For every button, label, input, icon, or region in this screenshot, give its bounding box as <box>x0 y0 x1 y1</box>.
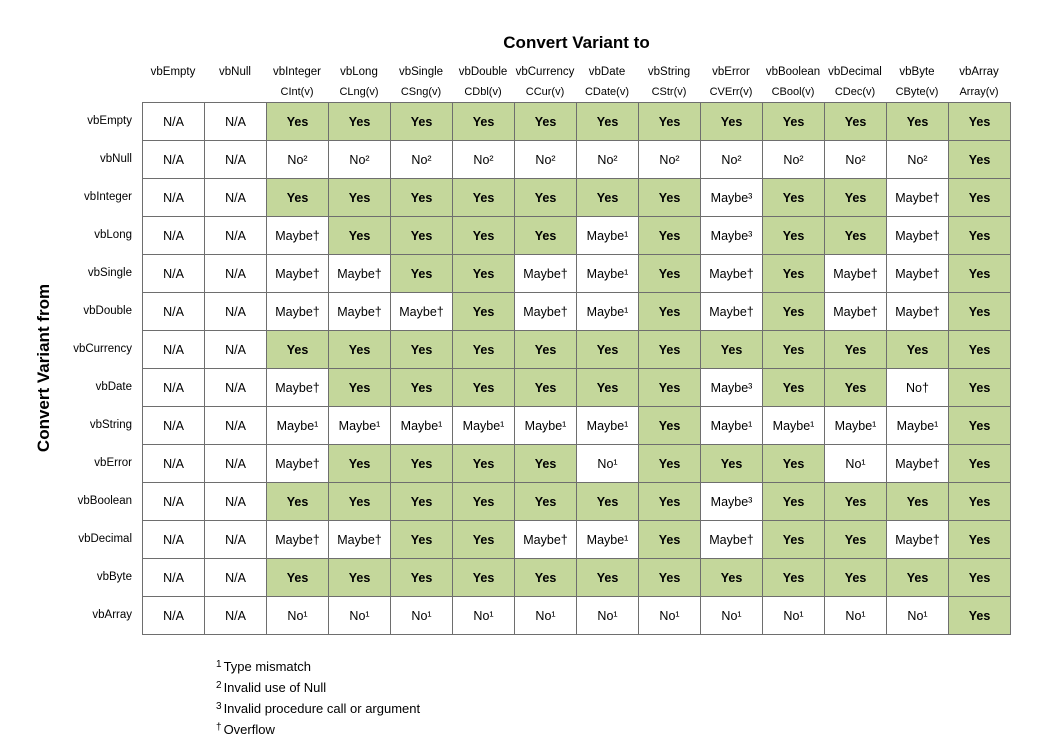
table-cell: Maybe† <box>887 179 949 217</box>
table-cell: Maybe† <box>887 293 949 331</box>
table-cell: No² <box>453 141 515 179</box>
footnote <box>216 654 420 675</box>
table-cell: N/A <box>205 179 267 217</box>
table-cell: Yes <box>515 445 577 483</box>
table-cell: N/A <box>205 293 267 331</box>
footnote-text: Type mismatch <box>223 659 311 674</box>
table-cell: No¹ <box>329 597 391 635</box>
table-cell: N/A <box>143 559 205 597</box>
table-cell: Yes <box>949 369 1011 407</box>
table-cell: Yes <box>639 255 701 293</box>
column-header <box>886 62 948 102</box>
table-cell: Yes <box>453 293 515 331</box>
table-cell: Maybe¹ <box>763 407 825 445</box>
row-header: vbDouble <box>83 305 132 317</box>
table-cell: Yes <box>763 217 825 255</box>
table-title: Convert Variant to <box>503 33 650 52</box>
table-cell: Yes <box>825 331 887 369</box>
row-header: vbCurrency <box>73 343 132 355</box>
table-cell: Yes <box>577 179 639 217</box>
table-cell: Maybe† <box>887 217 949 255</box>
table-cell: Yes <box>949 103 1011 141</box>
table-cell: Yes <box>949 141 1011 179</box>
table-cell: Maybe³ <box>701 369 763 407</box>
table-cell: Yes <box>639 331 701 369</box>
row-header: vbEmpty <box>87 115 132 127</box>
table-cell: Maybe¹ <box>887 407 949 445</box>
table-cell: Maybe¹ <box>577 255 639 293</box>
table-cell: Yes <box>825 559 887 597</box>
table-cell: Yes <box>577 103 639 141</box>
column-type-name: vbInteger <box>273 66 321 78</box>
table-cell: Yes <box>949 483 1011 521</box>
footnote-text: Overflow <box>223 722 275 737</box>
table-cell: N/A <box>205 369 267 407</box>
column-function-name: CByte(v) <box>895 86 939 98</box>
table-cell: Yes <box>763 255 825 293</box>
table-cell: Yes <box>949 597 1011 635</box>
column-function-name: Array(v) <box>959 86 999 98</box>
row-header: vbDecimal <box>78 533 132 545</box>
table-cell: Yes <box>515 369 577 407</box>
table-cell: No¹ <box>825 597 887 635</box>
table-cell: Yes <box>639 369 701 407</box>
table-cell: Maybe¹ <box>701 407 763 445</box>
table-cell: Maybe† <box>329 521 391 559</box>
column-type-name: vbDouble <box>458 66 508 78</box>
table-cell: Maybe† <box>329 293 391 331</box>
table-cell: Maybe† <box>391 293 453 331</box>
table-cell: Yes <box>391 217 453 255</box>
table-cell: Yes <box>825 179 887 217</box>
table-cell: N/A <box>205 331 267 369</box>
column-type-name: vbArray <box>959 66 999 78</box>
table-cell: Maybe† <box>825 255 887 293</box>
row-header: vbArray <box>92 609 132 621</box>
table-cell: Yes <box>701 559 763 597</box>
table-cell: N/A <box>205 407 267 445</box>
column-header <box>576 62 638 102</box>
table-cell: Yes <box>949 407 1011 445</box>
table-cell: Maybe¹ <box>825 407 887 445</box>
table-cell: No² <box>577 141 639 179</box>
table-cell: Yes <box>329 179 391 217</box>
table-cell: N/A <box>205 559 267 597</box>
table-cell: Maybe† <box>515 293 577 331</box>
conversion-matrix <box>142 102 1011 635</box>
table-cell: Maybe† <box>701 293 763 331</box>
table-cell: No² <box>825 141 887 179</box>
table-cell: Yes <box>453 179 515 217</box>
column-headers <box>142 62 1010 102</box>
table-cell: Maybe† <box>267 445 329 483</box>
table-cell: Yes <box>515 179 577 217</box>
table-cell: Yes <box>391 179 453 217</box>
table-cell: No¹ <box>577 597 639 635</box>
table-cell: Maybe¹ <box>453 407 515 445</box>
footnote-text: Invalid use of Null <box>223 680 327 695</box>
table-cell: Yes <box>763 483 825 521</box>
row-header: vbDate <box>95 381 132 393</box>
column-header <box>142 62 204 102</box>
table-cell: Yes <box>577 369 639 407</box>
column-type-name: vbBoolean <box>765 66 821 78</box>
column-type-name: vbDate <box>588 66 626 78</box>
table-cell: No² <box>763 141 825 179</box>
table-cell: Yes <box>639 103 701 141</box>
table-cell: N/A <box>205 141 267 179</box>
table-cell: Yes <box>391 331 453 369</box>
table-cell: Maybe† <box>267 293 329 331</box>
table-cell: Yes <box>515 217 577 255</box>
column-function-name: CBool(v) <box>771 86 815 98</box>
table-cell: Yes <box>639 483 701 521</box>
footnote <box>216 696 420 717</box>
table-cell: Yes <box>391 483 453 521</box>
column-function-name: CCur(v) <box>525 86 565 98</box>
column-function-name: CDbl(v) <box>464 86 502 98</box>
column-function-name <box>204 82 266 102</box>
table-cell: Maybe† <box>515 521 577 559</box>
table-cell: Yes <box>763 521 825 559</box>
table-cell: Maybe† <box>825 293 887 331</box>
table-cell: Maybe³ <box>701 217 763 255</box>
table-cell: Yes <box>267 559 329 597</box>
table-cell: No¹ <box>825 445 887 483</box>
table-cell: Yes <box>763 559 825 597</box>
table-cell: Yes <box>763 445 825 483</box>
table-cell: Yes <box>577 483 639 521</box>
table-cell: N/A <box>143 369 205 407</box>
column-header <box>762 62 824 102</box>
column-header <box>390 62 452 102</box>
table-cell: Yes <box>453 445 515 483</box>
column-function-name: CDate(v) <box>584 86 629 98</box>
table-cell: Yes <box>825 369 887 407</box>
table-cell: Maybe† <box>887 521 949 559</box>
table-cell: Maybe† <box>701 521 763 559</box>
table-cell: Maybe† <box>267 217 329 255</box>
table-cell: No¹ <box>391 597 453 635</box>
column-function-name: CSng(v) <box>400 86 442 98</box>
row-header: vbError <box>94 457 132 469</box>
table-cell: N/A <box>143 293 205 331</box>
table-cell: N/A <box>143 597 205 635</box>
table-cell: Yes <box>639 179 701 217</box>
table-cell: Yes <box>763 331 825 369</box>
column-type-name: vbNull <box>219 66 251 78</box>
row-header: vbLong <box>94 229 132 241</box>
table-cell: Yes <box>825 217 887 255</box>
column-header <box>452 62 514 102</box>
table-cell: Yes <box>515 331 577 369</box>
table-cell: N/A <box>143 521 205 559</box>
table-cell: N/A <box>143 445 205 483</box>
table-cell: N/A <box>143 141 205 179</box>
table-cell: Yes <box>701 445 763 483</box>
column-function-name: CInt(v) <box>280 86 314 98</box>
table-cell: Yes <box>763 293 825 331</box>
table-cell: No¹ <box>577 445 639 483</box>
table-cell: Maybe† <box>329 255 391 293</box>
table-cell: Yes <box>453 559 515 597</box>
table-cell: N/A <box>205 217 267 255</box>
table-cell: N/A <box>205 445 267 483</box>
table-cell: Yes <box>391 445 453 483</box>
table-cell: Yes <box>453 103 515 141</box>
column-function-name <box>142 82 204 102</box>
table-cell: N/A <box>205 103 267 141</box>
table-cell: Yes <box>267 179 329 217</box>
table-cell: Maybe¹ <box>577 293 639 331</box>
table-cell: Yes <box>329 445 391 483</box>
table-cell: N/A <box>205 255 267 293</box>
table-cell: Yes <box>515 103 577 141</box>
table-cell: Yes <box>949 217 1011 255</box>
table-cell: N/A <box>143 255 205 293</box>
table-cell: Yes <box>763 103 825 141</box>
row-header: vbSingle <box>87 267 132 279</box>
table-cell: Yes <box>949 179 1011 217</box>
table-cell: No¹ <box>267 597 329 635</box>
table-cell: Yes <box>329 369 391 407</box>
row-header: vbBoolean <box>77 495 132 507</box>
column-type-name: vbEmpty <box>150 66 196 78</box>
table-cell: Yes <box>577 331 639 369</box>
table-cell: N/A <box>205 521 267 559</box>
table-cell: Yes <box>329 217 391 255</box>
table-cell: No¹ <box>887 597 949 635</box>
table-cell: Yes <box>329 103 391 141</box>
column-function-name: CDec(v) <box>834 86 876 98</box>
table-cell: No² <box>267 141 329 179</box>
table-cell: Maybe† <box>267 521 329 559</box>
table-cell: No² <box>887 141 949 179</box>
table-cell: Yes <box>949 331 1011 369</box>
table-cell: Yes <box>887 331 949 369</box>
table-cell: Maybe† <box>887 255 949 293</box>
table-cell: Yes <box>763 179 825 217</box>
table-cell: Yes <box>639 293 701 331</box>
table-cell: Yes <box>391 521 453 559</box>
table-cell: Yes <box>453 369 515 407</box>
table-cell: N/A <box>143 217 205 255</box>
table-cell: Yes <box>949 255 1011 293</box>
column-header <box>824 62 886 102</box>
table-cell: No² <box>391 141 453 179</box>
column-function-name: CVErr(v) <box>709 86 753 98</box>
table-cell: N/A <box>205 597 267 635</box>
table-cell: Yes <box>825 103 887 141</box>
table-cell: Maybe³ <box>701 483 763 521</box>
table-cell: N/A <box>143 483 205 521</box>
table-cell: N/A <box>143 179 205 217</box>
row-axis-label-text: Convert Variant from <box>34 283 53 453</box>
column-type-name: vbDecimal <box>828 66 882 78</box>
table-cell: No² <box>701 141 763 179</box>
table-cell: No¹ <box>639 597 701 635</box>
row-header: vbString <box>89 419 132 431</box>
column-type-name: vbError <box>712 66 750 78</box>
table-cell: Maybe† <box>515 255 577 293</box>
table-cell: No¹ <box>701 597 763 635</box>
footnote <box>216 675 420 696</box>
table-cell: Yes <box>887 103 949 141</box>
footnote-mark: 2 <box>216 680 222 691</box>
table-cell: N/A <box>143 331 205 369</box>
table-cell: Yes <box>329 559 391 597</box>
table-cell: No† <box>887 369 949 407</box>
table-cell: Maybe† <box>267 369 329 407</box>
column-type-name: vbSingle <box>398 66 444 78</box>
table-cell: Yes <box>825 521 887 559</box>
footnote-mark: 1 <box>216 659 222 670</box>
table-cell: Maybe¹ <box>329 407 391 445</box>
table-cell: Yes <box>515 483 577 521</box>
table-cell: No² <box>515 141 577 179</box>
column-header <box>638 62 700 102</box>
table-cell: Yes <box>329 331 391 369</box>
table-cell: Maybe¹ <box>577 521 639 559</box>
footnote <box>216 717 420 738</box>
table-cell: No¹ <box>453 597 515 635</box>
table-cell: Yes <box>267 331 329 369</box>
column-type-name: vbCurrency <box>515 66 575 78</box>
column-header <box>204 62 266 102</box>
table-cell: Maybe† <box>701 255 763 293</box>
row-headers <box>40 102 132 634</box>
table-cell: Yes <box>453 521 515 559</box>
table-cell: Yes <box>267 483 329 521</box>
table-cell: Yes <box>391 559 453 597</box>
table-cell: Yes <box>701 103 763 141</box>
table-cell: Yes <box>949 521 1011 559</box>
table-cell: N/A <box>143 103 205 141</box>
footnote-text: Invalid procedure call or argument <box>223 701 421 716</box>
table-cell: Yes <box>701 331 763 369</box>
table-cell: N/A <box>143 407 205 445</box>
table-cell: Yes <box>329 483 391 521</box>
table-cell: Maybe¹ <box>515 407 577 445</box>
table-cell: No¹ <box>763 597 825 635</box>
table-cell: Maybe¹ <box>267 407 329 445</box>
column-function-name: CStr(v) <box>651 86 687 98</box>
footnotes <box>216 654 420 738</box>
column-header <box>266 62 328 102</box>
table-cell: Yes <box>825 483 887 521</box>
table-cell: Yes <box>515 559 577 597</box>
column-type-name: vbString <box>647 66 691 78</box>
table-cell: Yes <box>949 559 1011 597</box>
table-cell: Maybe³ <box>701 179 763 217</box>
table-cell: Yes <box>887 559 949 597</box>
column-function-name: CLng(v) <box>339 86 379 98</box>
column-header <box>328 62 390 102</box>
table-cell: Yes <box>639 217 701 255</box>
table-cell: Yes <box>763 369 825 407</box>
row-header: vbNull <box>100 153 132 165</box>
table-cell: Yes <box>391 255 453 293</box>
footnote-mark: 3 <box>216 701 222 712</box>
table-cell: No¹ <box>515 597 577 635</box>
table-cell: Yes <box>391 369 453 407</box>
column-header <box>700 62 762 102</box>
table-cell: Maybe† <box>887 445 949 483</box>
table-cell: Yes <box>453 331 515 369</box>
table-cell: Yes <box>639 445 701 483</box>
table-cell: Yes <box>453 255 515 293</box>
row-header: vbByte <box>96 571 132 583</box>
table-cell: Yes <box>639 559 701 597</box>
table-cell: Yes <box>639 521 701 559</box>
table-cell: Yes <box>887 483 949 521</box>
column-header <box>948 62 1010 102</box>
footnote-mark: † <box>216 722 222 733</box>
column-header <box>514 62 576 102</box>
table-cell: Yes <box>391 103 453 141</box>
table-cell: Yes <box>639 407 701 445</box>
table-cell: Yes <box>577 559 639 597</box>
table-cell: Yes <box>949 293 1011 331</box>
row-header: vbInteger <box>84 191 132 203</box>
table-cell: Yes <box>949 445 1011 483</box>
table-cell: Maybe¹ <box>391 407 453 445</box>
table-cell: Yes <box>453 483 515 521</box>
table-cell: Maybe¹ <box>577 407 639 445</box>
table-cell: Yes <box>453 217 515 255</box>
column-type-name: vbLong <box>340 66 378 78</box>
table-cell: Maybe† <box>267 255 329 293</box>
table-cell: Maybe¹ <box>577 217 639 255</box>
table-cell: N/A <box>205 483 267 521</box>
table-cell: Yes <box>267 103 329 141</box>
table-cell: No² <box>639 141 701 179</box>
table-cell: No² <box>329 141 391 179</box>
column-type-name: vbByte <box>899 66 935 78</box>
